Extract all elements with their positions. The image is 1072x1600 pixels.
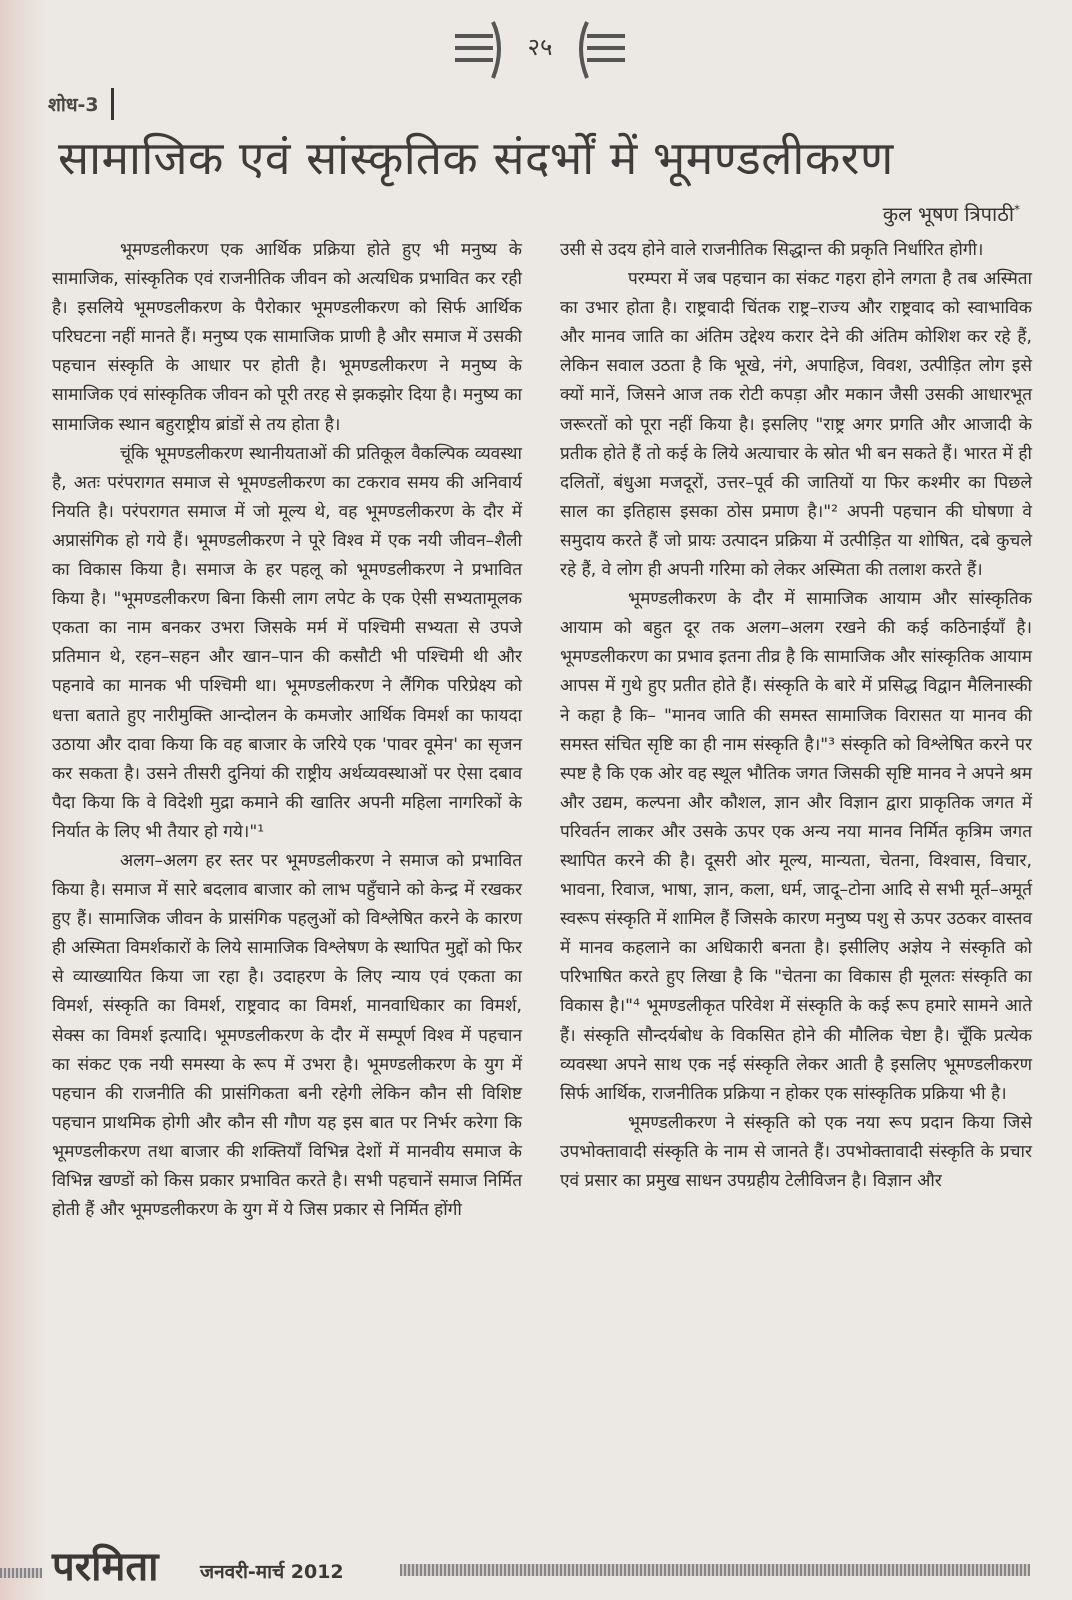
footer-stripe-right — [400, 1564, 1030, 1576]
issue-date: जनवरी-मार्च 2012 — [200, 1561, 344, 1583]
left-paragraph-3: अलग–अलग हर स्तर पर भूमण्डलीकरण ने समाज को प्रभावित किया है। समाज में सारे बदलाव बाजार को लाभ पहुँचाने को केन्द्र में रखकर हुए हैं। सामाजिक जीवन के प्रासंगिक पहलुओं को विश्लेषित करने के कारण ही अस्मिता विमर्शकारों के लिये सामाजिक विश्लेषण के स्थापित मुद्दों को फिर से व्याख्यायित किया जा रहा है। उदाहरण के लिए न्याय एवं एकता का विमर्श, संस्कृति का विमर्श, राष्ट्रवाद का विमर्श, मानवाधिकार का विमर्श, सेक्स का विमर्श इत्यादि। भूमण्डलीकरण के दौर में सम्पूर्ण विश्व में पहचान का संकट एक नयी समस्या के रूप में उभरा है। भूमण्डलीकरण के युग में पहचान की राजनीति की प्रासंगिकता बनी रहेगी लेकिन कौन सी विशिष्ट पहचान प्राथमिक होगी और कौन सी गौण यह इस बात पर निर्भर करेगा कि भूमण्डलीकरण तथा बाजार की शक्तियाँ विभिन्न देशों में मानवीय समाज के विभिन्न खण्डों को किस प्रकार प्रभावित करते है। सभी पहचानें समाज निर्मित होती हैं और भूमण्डलीकरण के युग में ये जिस प्रकार से निर्मित होंगी — [52, 850, 522, 1221]
author — [883, 200, 1020, 227]
section-label: शोध-3 — [48, 88, 114, 120]
author-name: कुल भूषण त्रिपाठी — [882, 202, 1014, 226]
article-title: सामाजिक एवं सांस्कृतिक संदर्भों में भूमण्डलीकरण — [58, 131, 894, 185]
right-paragraph-2: परम्परा में जब पहचान का संकट गहरा होने लगता है तब अस्मिता का उभार होता है। राष्ट्रवादी चिंतक राष्ट्र–राज्य और राष्ट्रवाद को स्वाभाविक और मानव जाति का अंतिम उद्देश्य करार देने की अंतिम कोशिश कर रहे हैं, लेकिन सवाल उठता है कि भूखे, नंगे, अपाहिज, विवश, उत्पीड़ित लोग इसे क्यों मानें, जिसने आज तक रोटी कपड़ा और मकान जैसी उसकी आधारभूत जरूरतों को पूरा नहीं किया है। इसलिए "राष्ट्र अगर प्रगति और आजादी के प्रतीक होते हैं तो कई के लिये अत्याचार के स्रोत भी बन सकते हैं। भारत में ही दलितों, बंधुआ मजदूरों, उत्तर–पूर्व की जातियों या फिर कश्मीर का पिछले साल का इतिहास इसका ठोस प्रमाण है।"² अपनी पहचान की घोषणा वे समुदाय करते हैं जो प्रायः उत्पादन प्रक्रिया में उत्पीड़ित या शोषित, दबे कुचले रहे हैं, वे लोग ही अपनी गरिमा को लेकर अस्मिता की तलाश करते हैं। — [560, 269, 1032, 581]
journal-name: परमिता — [52, 1544, 159, 1590]
left-paragraph-2: चूंकि भूमण्डलीकरण स्थानीयताओं की प्रतिकूल वैकल्पिक व्यवस्था है, अतः परंपरागत समाज से भूमण्डलीकरण का टकराव समय की अनिवार्य नियति है। परंपरागत समाज में जो मूल्य थे, वह भूमण्डलीकरण के दौर में अप्रासंगिक हो गये हैं। भूमण्डलीकरण ने पूरे विश्व में एक नयी जीवन–शैली का विकास किया है। समाज के हर पहलू को भूमण्डलीकरण ने प्रभावित किया है। "भूमण्डलीकरण बिना किसी लाग लपेट के एक ऐसी सभ्यतामूलक एकता का नाम बनकर उभरा जिसके मर्म में पश्चिमी सभ्यता से उपजे प्रतिमान थे, रहन–सहन और खान–पान की कसौटी भी पश्चिमी थी और पहनावे का मानक भी पश्चिमी था। भूमण्डलीकरण ने लैंगिक परिप्रेक्ष्य को धत्ता बताते हुए नारीमुक्ति आन्दोलन के कमजोर आर्थिक विमर्श का फायदा उठाया और दावा किया कि वह बाजार के जरिये एक 'पावर वूमेन' का सृजन कर सकता है। उसने तीसरी दुनियां की राष्ट्रीय अर्थव्यवस्थाओं पर ऐसा दबाव पैदा किया कि वे विदेशी मुद्रा कमाने की खातिर अपनी महिला नागरिकों के निर्यात के लिए भी तैयार हो गये।"¹ — [52, 443, 522, 842]
page-number: २५ — [527, 33, 553, 61]
right-paragraph-4: भूमण्डलीकरण ने संस्कृति को एक नया रूप प्रदान किया जिसे उपभोक्तावादी संस्कृति के नाम से जानते हैं। उपभोक्तावादी संस्कृति के प्रचार एवं प्रसार का प्रमुख साधन उपग्रहीय टेलीविजन है। विज्ञान और — [560, 1112, 1032, 1191]
footer-stripe-left — [0, 1568, 42, 1578]
right-column — [560, 236, 1032, 1196]
left-column — [52, 236, 522, 1225]
author-footnote-marker: * — [1014, 202, 1020, 217]
footer — [0, 1542, 1072, 1600]
right-paragraph-3: भूमण्डलीकरण के दौर में सामाजिक आयाम और सांस्कृतिक आयाम को बहुत दूर तक अलग–अलग रखने की कई कठिनाईयाँ है। भूमण्डलीकरण का प्रभाव इतना तीव्र है कि सामाजिक और सांस्कृतिक आयाम आपस में गुथे हुए प्रतीत होते हैं। संस्कृति के बारे में प्रसिद्ध विद्वान मैलिनास्की ने कहा है कि– "मानव जाति की समस्त सामाजिक विरासत या मानव की समस्त संचित सृष्टि का ही नाम संस्कृति है।"³ संस्कृति को विश्लेषित करने पर स्पष्ट है कि एक ओर वह स्थूल भौतिक जगत जिसकी सृष्टि मानव ने अपने श्रम और उद्यम, कल्पना और कौशल, ज्ञान और विज्ञान द्वारा प्राकृतिक जगत में परिवर्तन लाकर और उसके ऊपर एक अन्य नया मानव निर्मित कृत्रिम जगत स्थापित करने की है। दूसरी ओर मूल्य, मान्यता, चेतना, विश्वास, विचार, भावना, रिवाज, भाषा, ज्ञान, कला, धर्म, जादू–टोना आदि से सभी मूर्त–अमूर्त स्वरूप संस्कृति में शामिल हैं जिसके कारण मनुष्य पशु से ऊपर उठकर वास्तव में मानव कहलाने का अधिकारी बनता है। इसीलिए अज्ञेय ने संस्कृति को परिभाषित करते हुए लिखा है कि "चेतना का विकास ही मूलतः संस्कृति का विकास है।"⁴ भूमण्डलीकृत परिवेश में संस्कृति के कई रूप हमारे सामने आते हैं। संस्कृति सौन्दर्यबोध के विकसित होने की मौलिक चेष्टा है। चूँकि प्रत्येक व्यवस्था अपने साथ एक नई संस्कृति लेकर आती है इसलिए भूमण्डलीकरण सिर्फ आर्थिक, राजनीतिक प्रक्रिया न होकर एक सांस्कृतिक प्रक्रिया भी है। — [560, 589, 1032, 1104]
right-paragraph-1: उसी से उदय होने वाले राजनीतिक सिद्धान्त की प्रकृति निर्धारित होगी। — [560, 240, 984, 260]
page-edge — [0, 0, 46, 1600]
left-paragraph-1: भूमण्डलीकरण एक आर्थिक प्रक्रिया होते हुए भी मनुष्य के सामाजिक, सांस्कृतिक एवं राजनीतिक जीवन को अत्यधिक प्रभावित कर रही है। इसलिये भूमण्डलीकरण के पैरोकार भूमण्डलीकरण को सिर्फ आर्थिक परिघटना नहीं मानते हैं। मनुष्य एक सामाजिक प्राणी है और समाज में उसकी पहचान संस्कृति के आधार पर होती है। भूमण्डलीकरण ने मनुष्य के सामाजिक एवं सांस्कृतिक जीवन को पूरी तरह से झकझोर दिया है। मनुष्य का सामाजिक स्थान बहुराष्ट्रीय ब्रांडों से तय होता है। — [52, 240, 522, 435]
